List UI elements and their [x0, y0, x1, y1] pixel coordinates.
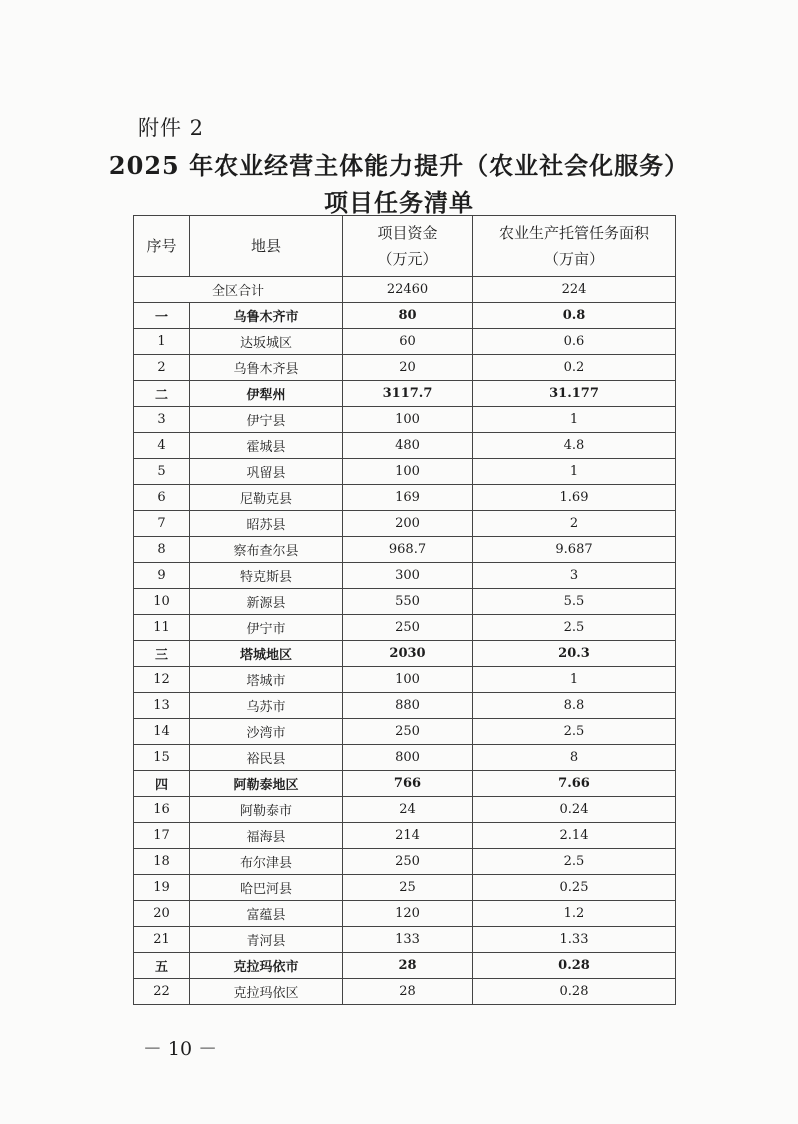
- table-row: [134, 511, 676, 537]
- cell-region: 伊犁州: [190, 381, 343, 407]
- cell-seq: 16: [134, 797, 190, 823]
- cell-seq: 4: [134, 433, 190, 459]
- table-row: [134, 329, 676, 355]
- total-funds: 22460: [343, 277, 473, 303]
- header-area: 农业生产托管任务面积 （万亩）: [473, 216, 676, 277]
- cell-funds: 2030: [343, 641, 473, 667]
- cell-area: 0.8: [473, 303, 676, 329]
- header-area-unit: （万亩）: [543, 250, 604, 268]
- cell-funds: 3117.7: [343, 381, 473, 407]
- cell-area: 0.24: [473, 797, 676, 823]
- cell-region: 沙湾市: [190, 719, 343, 745]
- cell-region: 阿勒泰地区: [190, 771, 343, 797]
- cell-seq: 21: [134, 927, 190, 953]
- cell-seq: 6: [134, 485, 190, 511]
- cell-area: 0.6: [473, 329, 676, 355]
- cell-funds: 25: [343, 875, 473, 901]
- cell-funds: 100: [343, 459, 473, 485]
- task-table: [133, 215, 676, 1005]
- cell-seq: 15: [134, 745, 190, 771]
- cell-funds: 100: [343, 407, 473, 433]
- cell-area: 7.66: [473, 771, 676, 797]
- table-row: [134, 849, 676, 875]
- attachment-label: 附件 2: [138, 116, 205, 140]
- cell-area: 3: [473, 563, 676, 589]
- cell-area: 1: [473, 667, 676, 693]
- table-group-row: [134, 953, 676, 979]
- cell-region: 克拉玛依区: [190, 979, 343, 1005]
- cell-funds: 28: [343, 979, 473, 1005]
- cell-seq: 5: [134, 459, 190, 485]
- cell-region: 察布查尔县: [190, 537, 343, 563]
- table-row: [134, 745, 676, 771]
- table-group-row: [134, 771, 676, 797]
- cell-funds: 200: [343, 511, 473, 537]
- cell-region: 特克斯县: [190, 563, 343, 589]
- cell-seq: 20: [134, 901, 190, 927]
- table-row: [134, 563, 676, 589]
- cell-seq: 3: [134, 407, 190, 433]
- cell-funds: 300: [343, 563, 473, 589]
- table-row: [134, 875, 676, 901]
- cell-area: 5.5: [473, 589, 676, 615]
- cell-funds: 480: [343, 433, 473, 459]
- cell-seq: 2: [134, 355, 190, 381]
- cell-seq: 19: [134, 875, 190, 901]
- cell-region: 福海县: [190, 823, 343, 849]
- cell-region: 阿勒泰市: [190, 797, 343, 823]
- cell-area: 1.2: [473, 901, 676, 927]
- cell-seq: 四: [134, 771, 190, 797]
- cell-seq: 8: [134, 537, 190, 563]
- cell-funds: 169: [343, 485, 473, 511]
- cell-seq: 五: [134, 953, 190, 979]
- cell-seq: 12: [134, 667, 190, 693]
- cell-region: 塔城地区: [190, 641, 343, 667]
- total-row: [134, 277, 676, 303]
- cell-seq: 11: [134, 615, 190, 641]
- cell-region: 克拉玛依市: [190, 953, 343, 979]
- cell-seq: 9: [134, 563, 190, 589]
- cell-region: 巩留县: [190, 459, 343, 485]
- cell-seq: 18: [134, 849, 190, 875]
- cell-area: 1.69: [473, 485, 676, 511]
- cell-funds: 80: [343, 303, 473, 329]
- cell-funds: 100: [343, 667, 473, 693]
- cell-area: 20.3: [473, 641, 676, 667]
- table-header-row: [134, 216, 676, 277]
- cell-area: 2.5: [473, 719, 676, 745]
- total-label: 全区合计: [134, 277, 343, 303]
- table-row: [134, 355, 676, 381]
- cell-seq: 13: [134, 693, 190, 719]
- cell-region: 伊宁市: [190, 615, 343, 641]
- cell-funds: 250: [343, 849, 473, 875]
- cell-seq: 17: [134, 823, 190, 849]
- total-area: 224: [473, 277, 676, 303]
- cell-seq: 一: [134, 303, 190, 329]
- cell-region: 达坂城区: [190, 329, 343, 355]
- cell-area: 31.177: [473, 381, 676, 407]
- cell-area: 2.14: [473, 823, 676, 849]
- table-row: [134, 459, 676, 485]
- page-number: － 10 －: [142, 1038, 218, 1060]
- cell-funds: 133: [343, 927, 473, 953]
- table-row: [134, 719, 676, 745]
- cell-funds: 550: [343, 589, 473, 615]
- cell-region: 昭苏县: [190, 511, 343, 537]
- cell-seq: 22: [134, 979, 190, 1005]
- cell-area: 1.33: [473, 927, 676, 953]
- cell-seq: 1: [134, 329, 190, 355]
- table-group-row: [134, 303, 676, 329]
- table-row: [134, 667, 676, 693]
- table-row: [134, 901, 676, 927]
- cell-funds: 250: [343, 615, 473, 641]
- cell-region: 青河县: [190, 927, 343, 953]
- table-row: [134, 485, 676, 511]
- cell-region: 塔城市: [190, 667, 343, 693]
- cell-region: 哈巴河县: [190, 875, 343, 901]
- cell-region: 尼勒克县: [190, 485, 343, 511]
- cell-area: 4.8: [473, 433, 676, 459]
- cell-funds: 120: [343, 901, 473, 927]
- cell-area: 0.25: [473, 875, 676, 901]
- cell-region: 布尔津县: [190, 849, 343, 875]
- cell-area: 2: [473, 511, 676, 537]
- cell-funds: 250: [343, 719, 473, 745]
- table-row: [134, 979, 676, 1005]
- cell-funds: 24: [343, 797, 473, 823]
- cell-seq: 三: [134, 641, 190, 667]
- cell-area: 1: [473, 459, 676, 485]
- cell-area: 0.28: [473, 953, 676, 979]
- cell-region: 霍城县: [190, 433, 343, 459]
- table-row: [134, 797, 676, 823]
- table-row: [134, 407, 676, 433]
- cell-region: 裕民县: [190, 745, 343, 771]
- table-row: [134, 615, 676, 641]
- cell-area: 0.2: [473, 355, 676, 381]
- table-row: [134, 589, 676, 615]
- cell-seq: 14: [134, 719, 190, 745]
- header-region: 地县: [190, 216, 343, 277]
- cell-seq: 二: [134, 381, 190, 407]
- cell-funds: 60: [343, 329, 473, 355]
- cell-area: 2.5: [473, 849, 676, 875]
- cell-region: 伊宁县: [190, 407, 343, 433]
- cell-region: 富蕴县: [190, 901, 343, 927]
- document-title: 2025 年农业经营主体能力提升（农业社会化服务）: [108, 151, 690, 180]
- cell-region: 新源县: [190, 589, 343, 615]
- cell-funds: 28: [343, 953, 473, 979]
- cell-area: 9.687: [473, 537, 676, 563]
- table-row: [134, 433, 676, 459]
- cell-area: 2.5: [473, 615, 676, 641]
- cell-funds: 214: [343, 823, 473, 849]
- table-row: [134, 823, 676, 849]
- header-funds-unit: （万元）: [377, 250, 438, 268]
- cell-seq: 10: [134, 589, 190, 615]
- cell-area: 8.8: [473, 693, 676, 719]
- cell-region: 乌苏市: [190, 693, 343, 719]
- header-seq: 序号: [134, 216, 190, 277]
- document-subtitle: 项目任务清单: [324, 188, 474, 217]
- table-group-row: [134, 641, 676, 667]
- table-group-row: [134, 381, 676, 407]
- table-row: [134, 927, 676, 953]
- cell-region: 乌鲁木齐县: [190, 355, 343, 381]
- cell-funds: 800: [343, 745, 473, 771]
- table-row: [134, 693, 676, 719]
- cell-funds: 20: [343, 355, 473, 381]
- cell-area: 1: [473, 407, 676, 433]
- cell-funds: 880: [343, 693, 473, 719]
- cell-seq: 7: [134, 511, 190, 537]
- cell-area: 8: [473, 745, 676, 771]
- cell-funds: 766: [343, 771, 473, 797]
- cell-area: 0.28: [473, 979, 676, 1005]
- cell-region: 乌鲁木齐市: [190, 303, 343, 329]
- header-funds: 项目资金 （万元）: [343, 216, 473, 277]
- table-row: [134, 537, 676, 563]
- cell-funds: 968.7: [343, 537, 473, 563]
